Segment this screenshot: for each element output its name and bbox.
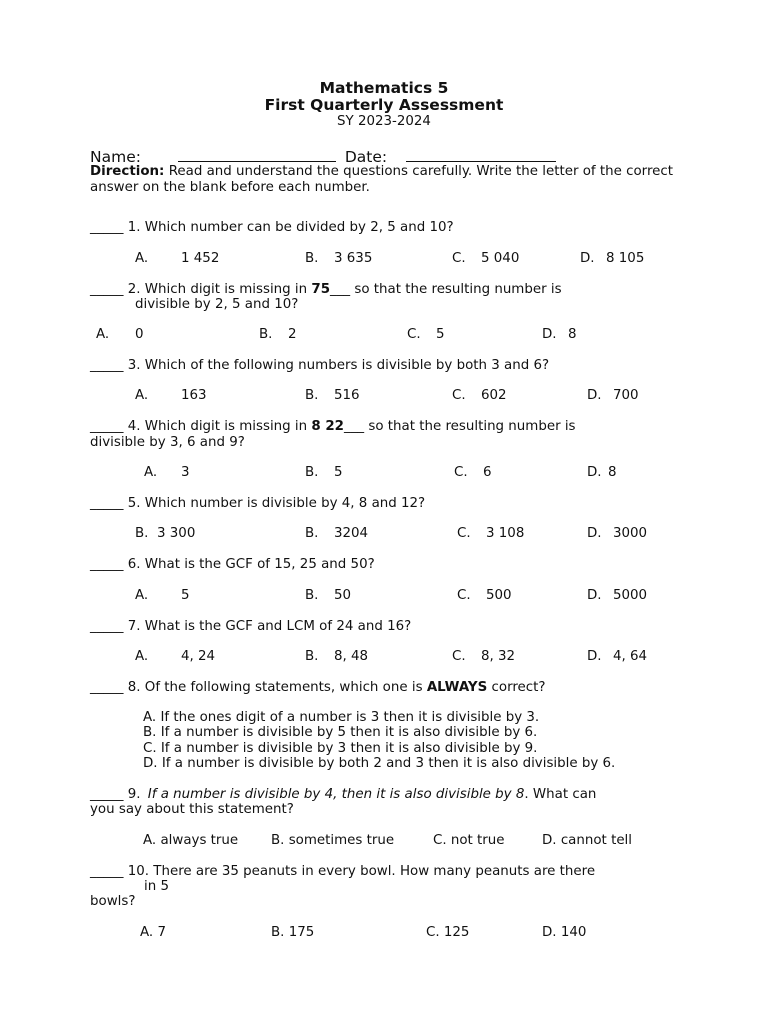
choice-text: C. 125 — [426, 925, 470, 940]
question-5 — [90, 496, 425, 512]
choice-text: 1 452 — [181, 251, 220, 266]
choice-text: 5 040 — [481, 251, 520, 266]
choice-letter: B. — [305, 649, 319, 664]
choice-text: 5 — [181, 588, 190, 603]
choice-letter: B. — [305, 588, 319, 603]
choice-letter: C. — [407, 327, 421, 342]
choice-text: 516 — [334, 388, 360, 403]
question-text: 2. Which digit is missing in — [127, 282, 312, 297]
choice-letter: B. — [305, 526, 319, 541]
choice-text: 5000 — [613, 588, 648, 603]
choice-text: 5 — [436, 327, 445, 342]
choice-text: 0 — [135, 327, 144, 342]
choice-text: 500 — [486, 588, 512, 603]
choice-text: 3 — [181, 465, 190, 480]
question-text-line2: in 5 — [144, 879, 169, 894]
choice-text: 8 105 — [606, 251, 645, 266]
choice-text: D. If a number is divisible by both 2 and 3 then it is also divisible by 6. — [143, 756, 616, 771]
choice-text: 3 300 — [157, 526, 196, 541]
choice-text: 50 — [334, 588, 352, 603]
answer-blank[interactable]: _____ — [90, 864, 124, 879]
choice-text: B. If a number is divisible by 5 then it is also divisible by 6. — [143, 725, 538, 740]
answer-blank[interactable]: _____ — [90, 419, 124, 434]
choice-text: A. 7 — [140, 925, 166, 940]
choice-text: B. 175 — [271, 925, 315, 940]
direction-text: Read and understand the questions carefully. Write the letter of the correct answer on the blank before each number. — [90, 164, 674, 195]
answer-blank[interactable]: _____ — [90, 220, 124, 235]
choice-text: B. sometimes true — [271, 833, 395, 848]
choice-text: 4, 64 — [613, 649, 648, 664]
choice-letter: A. — [135, 588, 149, 603]
choice-text: D. cannot tell — [542, 833, 632, 848]
question-text-line2: divisible by 3, 6 and 9? — [90, 435, 245, 450]
question-text: 5. Which number is divisible by 4, 8 and 12? — [127, 496, 426, 511]
choice-text: 4, 24 — [181, 649, 216, 664]
choice-letter: C. — [452, 251, 466, 266]
choice-text: 8 — [608, 465, 617, 480]
choice-letter: C. — [452, 649, 466, 664]
choice-letter: D. — [587, 388, 602, 403]
choice-letter: D. — [587, 465, 602, 480]
choice-text: C. not true — [433, 833, 505, 848]
choice-letter: B. — [259, 327, 273, 342]
question-text: 7. What is the GCF and LCM of 24 and 16? — [127, 619, 412, 634]
choice-text: A. always true — [143, 833, 239, 848]
choice-letter: C. — [457, 526, 471, 541]
choice-text: 3204 — [334, 526, 369, 541]
choice-letter: D. — [542, 327, 557, 342]
document-title: Mathematics 5 — [319, 79, 449, 97]
choice-text: 2 — [288, 327, 297, 342]
choice-text: 6 — [483, 465, 492, 480]
choice-letter: A. — [135, 649, 149, 664]
question-text-line2: you say about this statement? — [90, 802, 294, 817]
school-year: SY 2023-2024 — [337, 114, 431, 129]
choice-letter: D. — [587, 649, 602, 664]
question-9 — [90, 787, 596, 803]
question-italic-statement: If a number is divisible by 4, then it is also divisible by 8 — [147, 787, 525, 802]
question-text-line2: divisible by 2, 5 and 10? — [135, 297, 299, 312]
question-text-cont: . What can — [524, 787, 597, 802]
choice-text: 8, 48 — [334, 649, 369, 664]
choice-text: 8 — [568, 327, 577, 342]
direction — [90, 164, 680, 196]
choice-letter: A. — [135, 251, 149, 266]
question-7 — [90, 619, 411, 635]
choice-text: 5 — [334, 465, 343, 480]
question-10 — [90, 864, 595, 880]
choice-letter: C. — [454, 465, 468, 480]
question-3 — [90, 358, 549, 374]
answer-blank[interactable]: _____ — [90, 680, 124, 695]
choice-letter: D. — [587, 588, 602, 603]
question-6 — [90, 557, 375, 573]
choice-letter: A. — [96, 327, 110, 342]
choice-text: 700 — [613, 388, 639, 403]
question-text-cont: correct? — [487, 680, 546, 695]
choice-text: 3 635 — [334, 251, 373, 266]
question-8 — [90, 680, 546, 696]
choice-text: 3000 — [613, 526, 648, 541]
question-1 — [90, 220, 454, 236]
choice-text: 3 108 — [486, 526, 525, 541]
choice-text: C. If a number is divisible by 3 then it is also divisible by 9. — [143, 741, 538, 756]
choice-text: D. 140 — [542, 925, 587, 940]
name-blank[interactable] — [178, 147, 336, 162]
question-number: 9. — [127, 787, 141, 802]
direction-label: Direction: — [90, 164, 165, 179]
choice-letter: B. — [305, 388, 319, 403]
question-text: 3. Which of the following numbers is divisible by both 3 and 6? — [127, 358, 550, 373]
question-number-bold: 8 22 — [311, 419, 345, 434]
document-subtitle: First Quarterly Assessment — [264, 96, 504, 114]
question-text: 6. What is the GCF of 15, 25 and 50? — [127, 557, 375, 572]
question-text: 10. There are 35 peanuts in every bowl. How many peanuts are there — [127, 864, 596, 879]
question-text-cont: ___ so that the resulting number is — [330, 282, 562, 297]
answer-blank[interactable]: _____ — [90, 496, 124, 511]
answer-blank[interactable]: _____ — [90, 358, 124, 373]
choice-letter: B. — [305, 465, 319, 480]
answer-blank[interactable]: _____ — [90, 557, 124, 572]
question-text-cont: ___ so that the resulting number is — [344, 419, 576, 434]
choice-letter: D. — [587, 526, 602, 541]
question-text: 8. Of the following statements, which one is — [127, 680, 427, 695]
emphasis-always: ALWAYS — [426, 680, 488, 695]
choice-letter: C. — [457, 588, 471, 603]
question-2 — [90, 282, 562, 298]
choice-text: A. If the ones digit of a number is 3 then it is divisible by 3. — [143, 710, 540, 725]
question-text: 1. Which number can be divided by 2, 5 and 10? — [127, 220, 454, 235]
choice-letter: A. — [135, 388, 149, 403]
date-blank[interactable] — [406, 147, 556, 162]
choice-text: 163 — [181, 388, 207, 403]
question-text: 4. Which digit is missing in — [127, 419, 312, 434]
choice-letter: A. — [144, 465, 158, 480]
choice-letter: B. — [135, 526, 149, 541]
answer-blank[interactable]: _____ — [90, 619, 124, 634]
choice-text: 602 — [481, 388, 507, 403]
question-4 — [90, 419, 576, 435]
choice-letter: D. — [580, 251, 595, 266]
name-label: Name: — [90, 148, 141, 166]
answer-blank[interactable]: _____ — [90, 787, 124, 802]
date-label: Date: — [344, 148, 388, 166]
choice-text: 8, 32 — [481, 649, 516, 664]
answer-blank[interactable]: _____ — [90, 282, 124, 297]
choice-letter: C. — [452, 388, 466, 403]
choice-letter: B. — [305, 251, 319, 266]
question-number-bold: 75 — [311, 282, 331, 297]
question-text-line3: bowls? — [90, 894, 136, 909]
